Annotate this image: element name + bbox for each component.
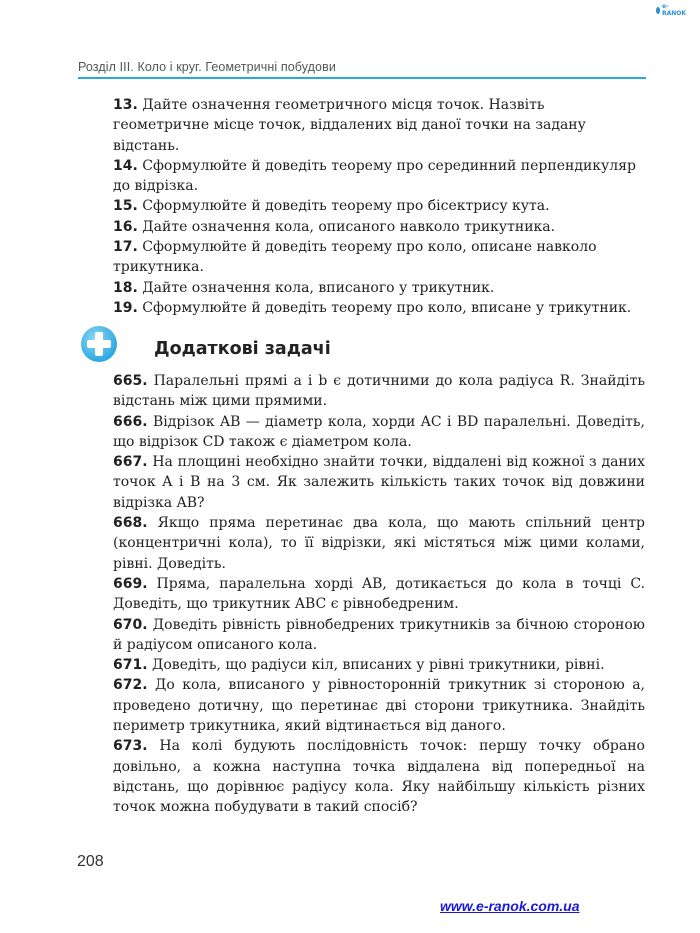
question-item: 14. Сформулюйте й доведіть теорему про серединний перпендикуляр до відрізка. xyxy=(113,157,636,195)
problem-item: 673. На колі будують послідовність точок: першу точку обрано довільно, а кожна наступна точка віддалена від попередньої на відстань, що дорівнює радіусу кола. Яку найбільшу кількість різних точок можна побудувати в такий спосіб? xyxy=(113,738,645,816)
problem-item: 668. Якщо пряма перетинає два кола, що мають спільний центр (концентричні кола), то її відрізки, які містяться між цими колами, рівні. Доведіть. xyxy=(113,515,645,572)
question-item: 19. Сформулюйте й доведіть теорему про коло, вписане у трикутник. xyxy=(113,299,632,316)
question-item: 13. Дайте означення геометричного місця точок. Назвіть геометричне місце точок, віддалених від даної точки на задану відстань. xyxy=(113,97,586,154)
plus-circle-icon xyxy=(80,325,118,363)
additional-problems xyxy=(113,371,645,818)
section-header xyxy=(78,325,648,365)
problem-item: 672. До кола, вписаного у рівносторонній трикутник зі стороною a, проведено дотичну, що перетинає дві сторони трикутника. Знайдіть периметр трикутника, який відтинається від даного. xyxy=(113,677,645,735)
header-divider xyxy=(78,77,646,79)
running-head: Розділ III. Коло і круг. Геометричні побудови xyxy=(78,60,336,74)
problem-item: 671. Доведіть, що радіуси кіл, вписаних у рівні трикутники, рівні. xyxy=(113,657,605,674)
publisher-website-link[interactable]: www.e-ranok.com.ua xyxy=(440,898,580,914)
problem-item: 669. Пряма, паралельна хорді AB, дотикається до кола в точці C. Доведіть, що трикутник ABC є рівнобедреним. xyxy=(113,575,645,613)
problem-item: 670. Доведіть рівність рівнобедрених трикутників за бічною стороною й радіусом описаного кола. xyxy=(113,616,645,653)
review-questions xyxy=(113,95,645,318)
logo-text: e-RANOK xyxy=(661,3,686,17)
problem-item: 665. Паралельні прямі a і b є дотичними до кола радіуса R. Знайдіть відстань між цими прямими. xyxy=(113,373,645,410)
question-item: 17. Сформулюйте й доведіть теорему про коло, описане навколо трикутника. xyxy=(113,239,597,276)
logo-icon xyxy=(656,7,660,14)
section-title: Додаткові задачі xyxy=(154,339,331,359)
problem-item: 666. Відрізок AB — діаметр кола, хорди AC і BD паралельні. Доведіть, що відрізок CD також є діаметром кола. xyxy=(113,413,645,450)
publisher-logo xyxy=(656,4,686,16)
question-item: 16. Дайте означення кола, описаного навколо трикутника. xyxy=(113,218,556,235)
question-item: 15. Сформулюйте й доведіть теорему про бісектрису кута. xyxy=(113,198,550,215)
question-item: 18. Дайте означення кола, вписаного у трикутник. xyxy=(113,279,495,296)
problem-item: 667. На площині необхідно знайти точки, віддалені від кожної з даних точок A і B на 3 см. Як залежить кількість таких точок від довжини відрізка AB? xyxy=(113,454,645,511)
page-number: 208 xyxy=(77,853,104,870)
